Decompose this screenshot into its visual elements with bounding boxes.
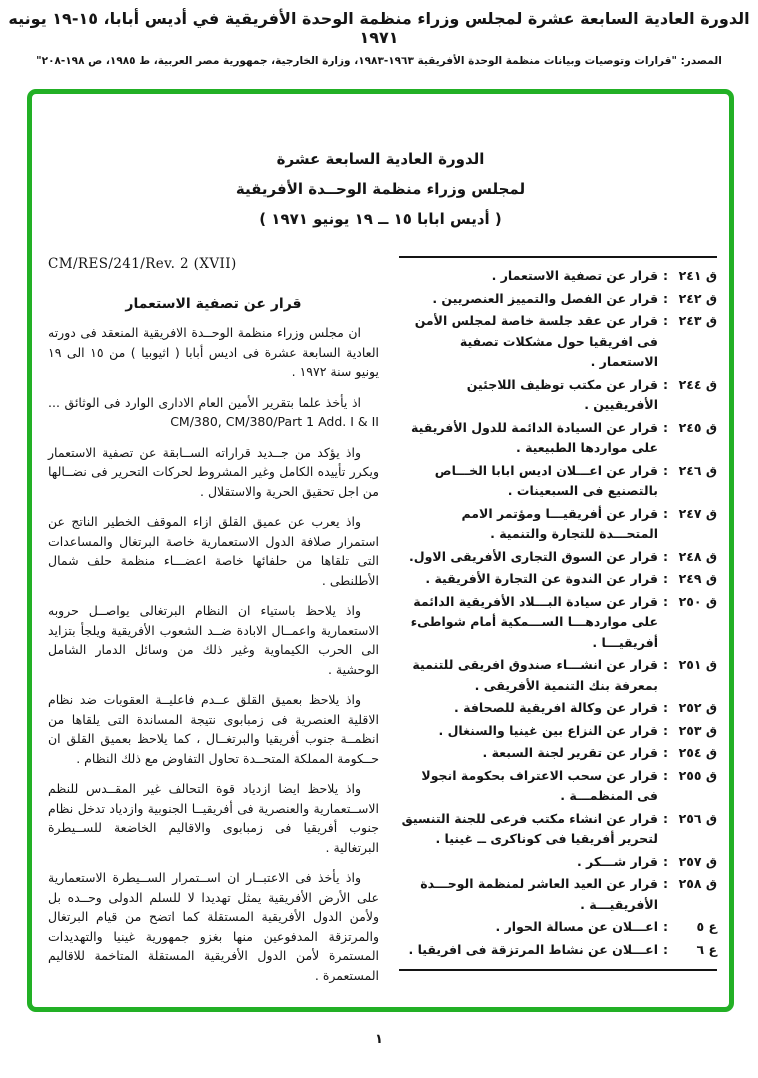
- index-item-colon: :: [663, 767, 668, 783]
- index-item-number: ق ٢٤٦: [678, 462, 717, 478]
- index-item: [399, 569, 717, 590]
- title-line-1: الدورة العادية السابعة عشرة: [276, 150, 485, 168]
- index-item: [399, 461, 717, 502]
- index-item: [399, 874, 717, 915]
- index-item-number: ع ٥: [696, 919, 717, 934]
- index-item: [399, 375, 717, 416]
- index-item-text: قرار عن أفريقيـــا ومؤتمر الامم المتحـــدة للتجارة والتنمية .: [461, 505, 658, 541]
- document-header: [0, 0, 758, 67]
- index-item: [399, 655, 717, 696]
- index-item-colon: :: [663, 876, 668, 891]
- index-item-text: قرار شـــكر .: [576, 853, 658, 869]
- index-top-rule: [399, 256, 717, 258]
- index-item-colon: :: [663, 657, 668, 672]
- index-item-text: قرار عن النزاع بين غينيا والسنغال .: [438, 722, 658, 738]
- index-item-text: قرار عن الفصل والتمييز العنصريين .: [432, 290, 658, 306]
- index-item-text: اعـــلان عن نشاط المرتزقة فى افريقيا .: [408, 941, 658, 957]
- resolution-paragraphs: [48, 323, 379, 985]
- index-item-number: ق ٢٥٣: [678, 722, 717, 738]
- resolutions-index: [399, 254, 717, 985]
- index-item-text: قرار عن عقد جلسة خاصة لمجلس الأمن فى افريقيا حول مشكلات تصفية الاستعمار .: [414, 313, 658, 369]
- index-item: [399, 766, 717, 807]
- green-content-frame: [27, 89, 734, 1012]
- index-item-number: ق ٢٥٨: [678, 876, 717, 891]
- index-item-number: ق ٢٤٣: [678, 313, 717, 328]
- index-item: [399, 852, 717, 873]
- index-item: [399, 547, 717, 568]
- index-item-colon: :: [663, 376, 668, 392]
- index-item-colon: :: [663, 548, 668, 564]
- resolution-paragraph: واذ يلاحظ باستياء ان النظام البرتغالى يواصــل حروبه الاستعمارية واعمــال الابادة ضــد الشعوب الأفريقية ويلجأ بتزايد الى الحرب الكيماوية وغير ذلك من وسائل الدمار الشامل الوحشية .: [48, 603, 379, 677]
- index-item-number: ق ٢٥١: [678, 657, 717, 672]
- index-item-text: قرار عن تصفية الاستعمار .: [491, 268, 658, 283]
- index-bottom-rule: [399, 969, 717, 971]
- two-column-layout: [32, 254, 729, 985]
- index-item: [399, 289, 717, 310]
- index-item: [399, 917, 717, 938]
- resolution-paragraph: اذ يأخذ علما بتقرير الأمين العام الادارى الوارد فى الوثائق ... CM/380, CM/380/Part 1 Add. I & II: [48, 394, 379, 429]
- index-item-text: اعـــلان عن مسالة الحوار .: [495, 919, 658, 934]
- index-item-colon: :: [663, 919, 668, 934]
- index-item-colon: :: [663, 313, 668, 328]
- index-item-text: قرار عن مكتب توظيف اللاجئين الأفريقيين .: [466, 376, 658, 412]
- resolution-heading: قرار عن تصفية الاستعمار: [125, 296, 302, 312]
- header-source-note: المصدر: "قرارات وتوصيات وبيانات منظمة الوحدة الأفريقية ١٩٦٣-١٩٨٣، وزارة الخارجية، جمهورية مصر العربية، ط ١٩٨٥، ص ١٩٨-٢٠٨": [36, 55, 722, 67]
- index-item-number: ق ٢٤٧: [678, 505, 717, 521]
- index-item-number: ق ٢٤٢: [678, 290, 717, 306]
- title-line-3: ( أديس ابابا ١٥ ــ ١٩ يونيو ١٩٧١ ): [259, 210, 502, 228]
- index-items-list: [399, 266, 717, 960]
- index-item-text: قرار عن سحب الاعتراف بحكومة انجولا فى المنظمـــة .: [421, 767, 658, 803]
- index-item-text: قرار عن العيد العاشر لمنظمة الوحـــدة الأفريقيـــة .: [420, 876, 658, 912]
- session-title-block: [32, 144, 729, 234]
- header-session-line: الدورة العادية السابعة عشرة لمجلس وزراء منظمة الوحدة الأفريقية في أديس أبابا، ١٥-١٩ يونيه ١٩٧١: [8, 9, 750, 47]
- index-item-colon: :: [663, 745, 668, 760]
- resolution-paragraph: واذ يلاحظ ايضا ازدياد قوة التحالف غير المقــدس للنظم الاســتعمارية والعنصرية فى أفريقيــا الجنوبية وازدياد تدخل نظام جنوب أفريقيا فى زمبابوى والاقاليم الخاضعة للســيطرة البرتغالية .: [48, 781, 379, 855]
- index-item: [399, 743, 717, 764]
- index-item-colon: :: [663, 593, 668, 609]
- index-item-number: ق ٢٥٦: [678, 810, 717, 826]
- index-item-colon: :: [663, 941, 668, 957]
- index-item-colon: :: [663, 462, 668, 478]
- resolution-paragraph: ان مجلس وزراء منظمة الوحــدة الافريقية المنعقد فى دورته العادية السابعة عشرة فى اديس أبابا ( اثيوبيا ) من ١٥ الى ١٩ يونيو سنة ١٩٧٢ .: [48, 325, 379, 379]
- index-item-colon: :: [663, 419, 668, 435]
- index-item-number: ق ٢٥٢: [678, 700, 717, 715]
- title-line-2: لمجلس وزراء منظمة الوحــدة الأفريقية: [235, 180, 526, 198]
- resolution-paragraph: واذ يؤكد من جــديد قراراته الســابقة عن تصفية الاستعمار ويكرر تأييده الكامل وغير المشروط لحركات التحرير فى نضــالها من اجل تحقيق الحرية والاستقلال .: [48, 444, 379, 499]
- index-item-text: قرار عن تقرير لجنة السبعة .: [482, 745, 658, 760]
- index-item-text: قرار عن انشـــاء صندوق افريقى للتنمية بمعرفة بنك التنمية الأفريقى .: [412, 657, 658, 693]
- index-item: [399, 721, 717, 742]
- index-item-colon: :: [663, 290, 668, 306]
- index-item-number: ق ٢٥٠: [678, 593, 717, 609]
- document-reference: CM/RES/241/Rev. 2 (XVII): [48, 256, 237, 272]
- index-item-text: قرار عن سيادة البـــلاد الأفريقية الدائمة على مواردهـــا الســـمكية أمام شواطىء أفريقيـــا .: [410, 593, 658, 650]
- index-item: [399, 698, 717, 719]
- index-item: [399, 266, 717, 287]
- index-item-text: قرار عن اعـــلان اديس ابابا الخـــاص بالتصنيع فى السبعينات .: [434, 462, 658, 498]
- index-item: [399, 311, 717, 373]
- index-item-colon: :: [663, 505, 668, 521]
- index-item-colon: :: [663, 700, 668, 715]
- resolution-body: [48, 254, 379, 985]
- index-item-number: ق ٢٥٤: [678, 745, 717, 760]
- index-item-text: قرار عن الندوة عن التجارة الأفريقية .: [425, 571, 658, 586]
- index-item-colon: :: [663, 810, 668, 826]
- index-item: [399, 592, 717, 654]
- resolution-paragraph: واذ يعرب عن عميق القلق ازاء الموقف الخطير الناتج عن استمرار صلافة الدول الاستعمارية خاصة البرتغال والمساعدات التى تلقاها من حلفائها خاصة اعضـــاء منظمة حلف شمال الأطلنطى .: [48, 514, 379, 588]
- index-item-number: ع ٦: [696, 941, 717, 957]
- index-item-text: قرار عن وكالة افريقية للصحافة .: [454, 700, 658, 715]
- index-item: [399, 809, 717, 850]
- index-item-text: قرار عن السيادة الدائمة للدول الأفريقية على مواردها الطبيعية .: [411, 419, 658, 455]
- index-item-colon: :: [663, 571, 668, 586]
- index-item-colon: :: [663, 853, 668, 869]
- page-number: ١: [375, 1032, 383, 1047]
- index-item-colon: :: [663, 268, 668, 283]
- index-item: [399, 504, 717, 545]
- index-item-number: ق ٢٤٨: [678, 548, 717, 564]
- index-item: [399, 418, 717, 459]
- index-item-text: قرار عن انشاء مكتب فرعى للجنة التنسيق لتحرير أفريقيا فى كوناكرى ــ غينيا .: [401, 810, 658, 846]
- index-item-text: قرار عن السوق التجارى الأفريقى الاول.: [409, 548, 658, 564]
- index-item-number: ق ٢٥٥: [678, 767, 717, 783]
- index-item-number: ق ٢٤٥: [678, 419, 717, 435]
- index-item-number: ق ٢٤١: [678, 268, 717, 283]
- index-item-number: ق ٢٥٧: [678, 853, 717, 869]
- index-item-number: ق ٢٤٤: [678, 376, 717, 392]
- index-item-number: ق ٢٤٩: [678, 571, 717, 586]
- resolution-paragraph: واذ يأخذ فى الاعتبــار ان اســتمرار الســيطرة الاستعمارية على الأرض الأفريقية يمثل تهديدا لا للسلم الدولى وحــده بل ولأمن الدول الأفريقية المستقلة كما اتضح من قيام البرتغال والمرتزقة المدفوعين منها بغزو جمهورية غينيا والتهديدات المستمرة لأمن الدول الأفريقية المستقلة المتاخمة للاقاليم المستعمرة .: [48, 870, 379, 983]
- resolution-paragraph: واذ يلاحظ بعميق القلق عــدم فاعليــة العقوبات ضد نظام الاقلية العنصرية فى زمبابوى نتيجة المساندة التى يلقاها من انظمــة جنوب أفريقيا والبرتغــال ، كما يلاحظ بعميق القلق ان حــكومة المملكة المتحــدة تحاول التفاوض مع ذلك النظام .: [48, 692, 379, 766]
- index-item: [399, 940, 717, 961]
- index-item-colon: :: [663, 722, 668, 738]
